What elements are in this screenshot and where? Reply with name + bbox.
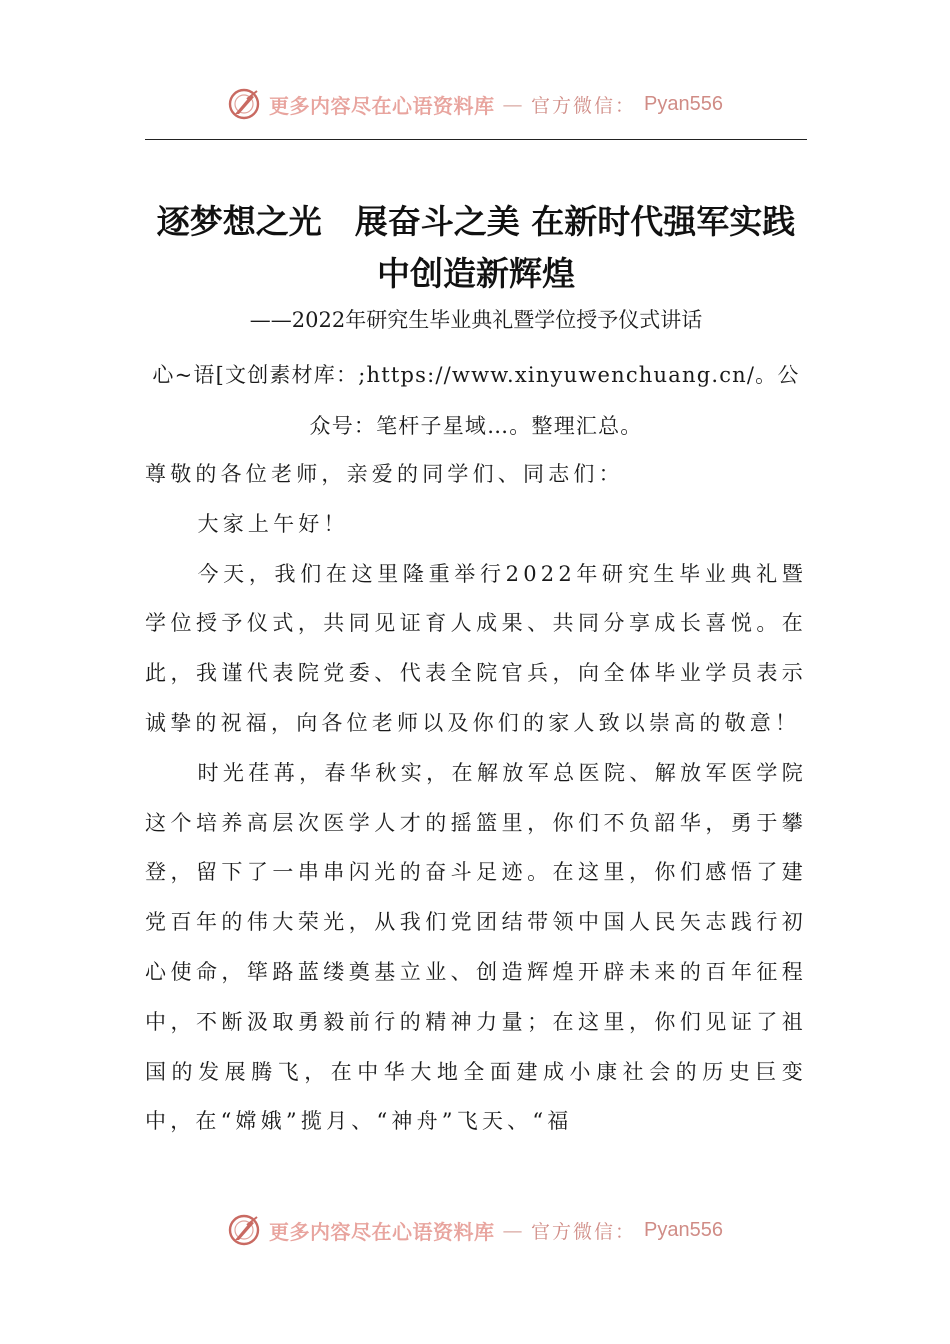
banner-contact-id: Pyan556: [644, 92, 723, 115]
banner-contact-label: 官方微信：: [531, 1220, 637, 1243]
source-note: 心~语[文创素材库：;https://www.xinyuwenchuang.cn/。公众号：笔杆子星域…。整理汇总。: [152, 363, 800, 438]
header-rule: [145, 139, 807, 140]
banner-text: 更多内容尽在心语资料库: [269, 93, 495, 118]
banner-contact-label: 官方微信：: [531, 94, 637, 117]
document-title: 逐梦想之光 展奋斗之美 在新时代强军实践中创造新辉煌: [156, 202, 796, 293]
banner-contact-id: Pyan556: [644, 1218, 723, 1241]
paragraph: 今天，我们在这里隆重举行2022年研究生毕业典礼暨学位授予仪式，共同见证育人成果、共同分享成长喜悦。在此，我谨代表院党委、代表全院官兵，向全体毕业学员表示诚挚的祝福，向各位老师以及你们的家人致以崇高的敬意！: [145, 561, 807, 735]
footer-banner: [0, 1208, 950, 1252]
quill-logo-icon: [227, 87, 261, 121]
banner-separator: —: [502, 1218, 523, 1242]
banner-text: 更多内容尽在心语资料库: [269, 1219, 495, 1244]
document-subtitle: ——2022年研究生毕业典礼暨学位授予仪式讲话: [249, 308, 703, 332]
header-banner: [0, 82, 950, 126]
speech-body: [145, 450, 807, 1147]
paragraph: 大家上午好！: [197, 511, 349, 536]
banner-separator: —: [502, 92, 523, 116]
greeting: 尊敬的各位老师，亲爱的同学们、同志们：: [145, 462, 624, 486]
paragraph: 时光荏苒，春华秋实，在解放军总医院、解放军医学院这个培养高层次医学人才的摇篮里，你们不负韶华，勇于攀登，留下了一串串闪光的奋斗足迹。在这里，你们感悟了建党百年的伟大荣光，从我们党团结带领中国人民矢志践行初心使命，筚路蓝缕奠基立业、创造辉煌开辟未来的百年征程中，不断汲取勇毅前行的精神力量；在这里，你们见证了祖国的发展腾飞，在中华大地全面建成小康社会的历史巨变中，在“嫦娥”揽月、“神舟”飞天、“福: [145, 760, 807, 1134]
quill-logo-icon: [227, 1213, 261, 1247]
